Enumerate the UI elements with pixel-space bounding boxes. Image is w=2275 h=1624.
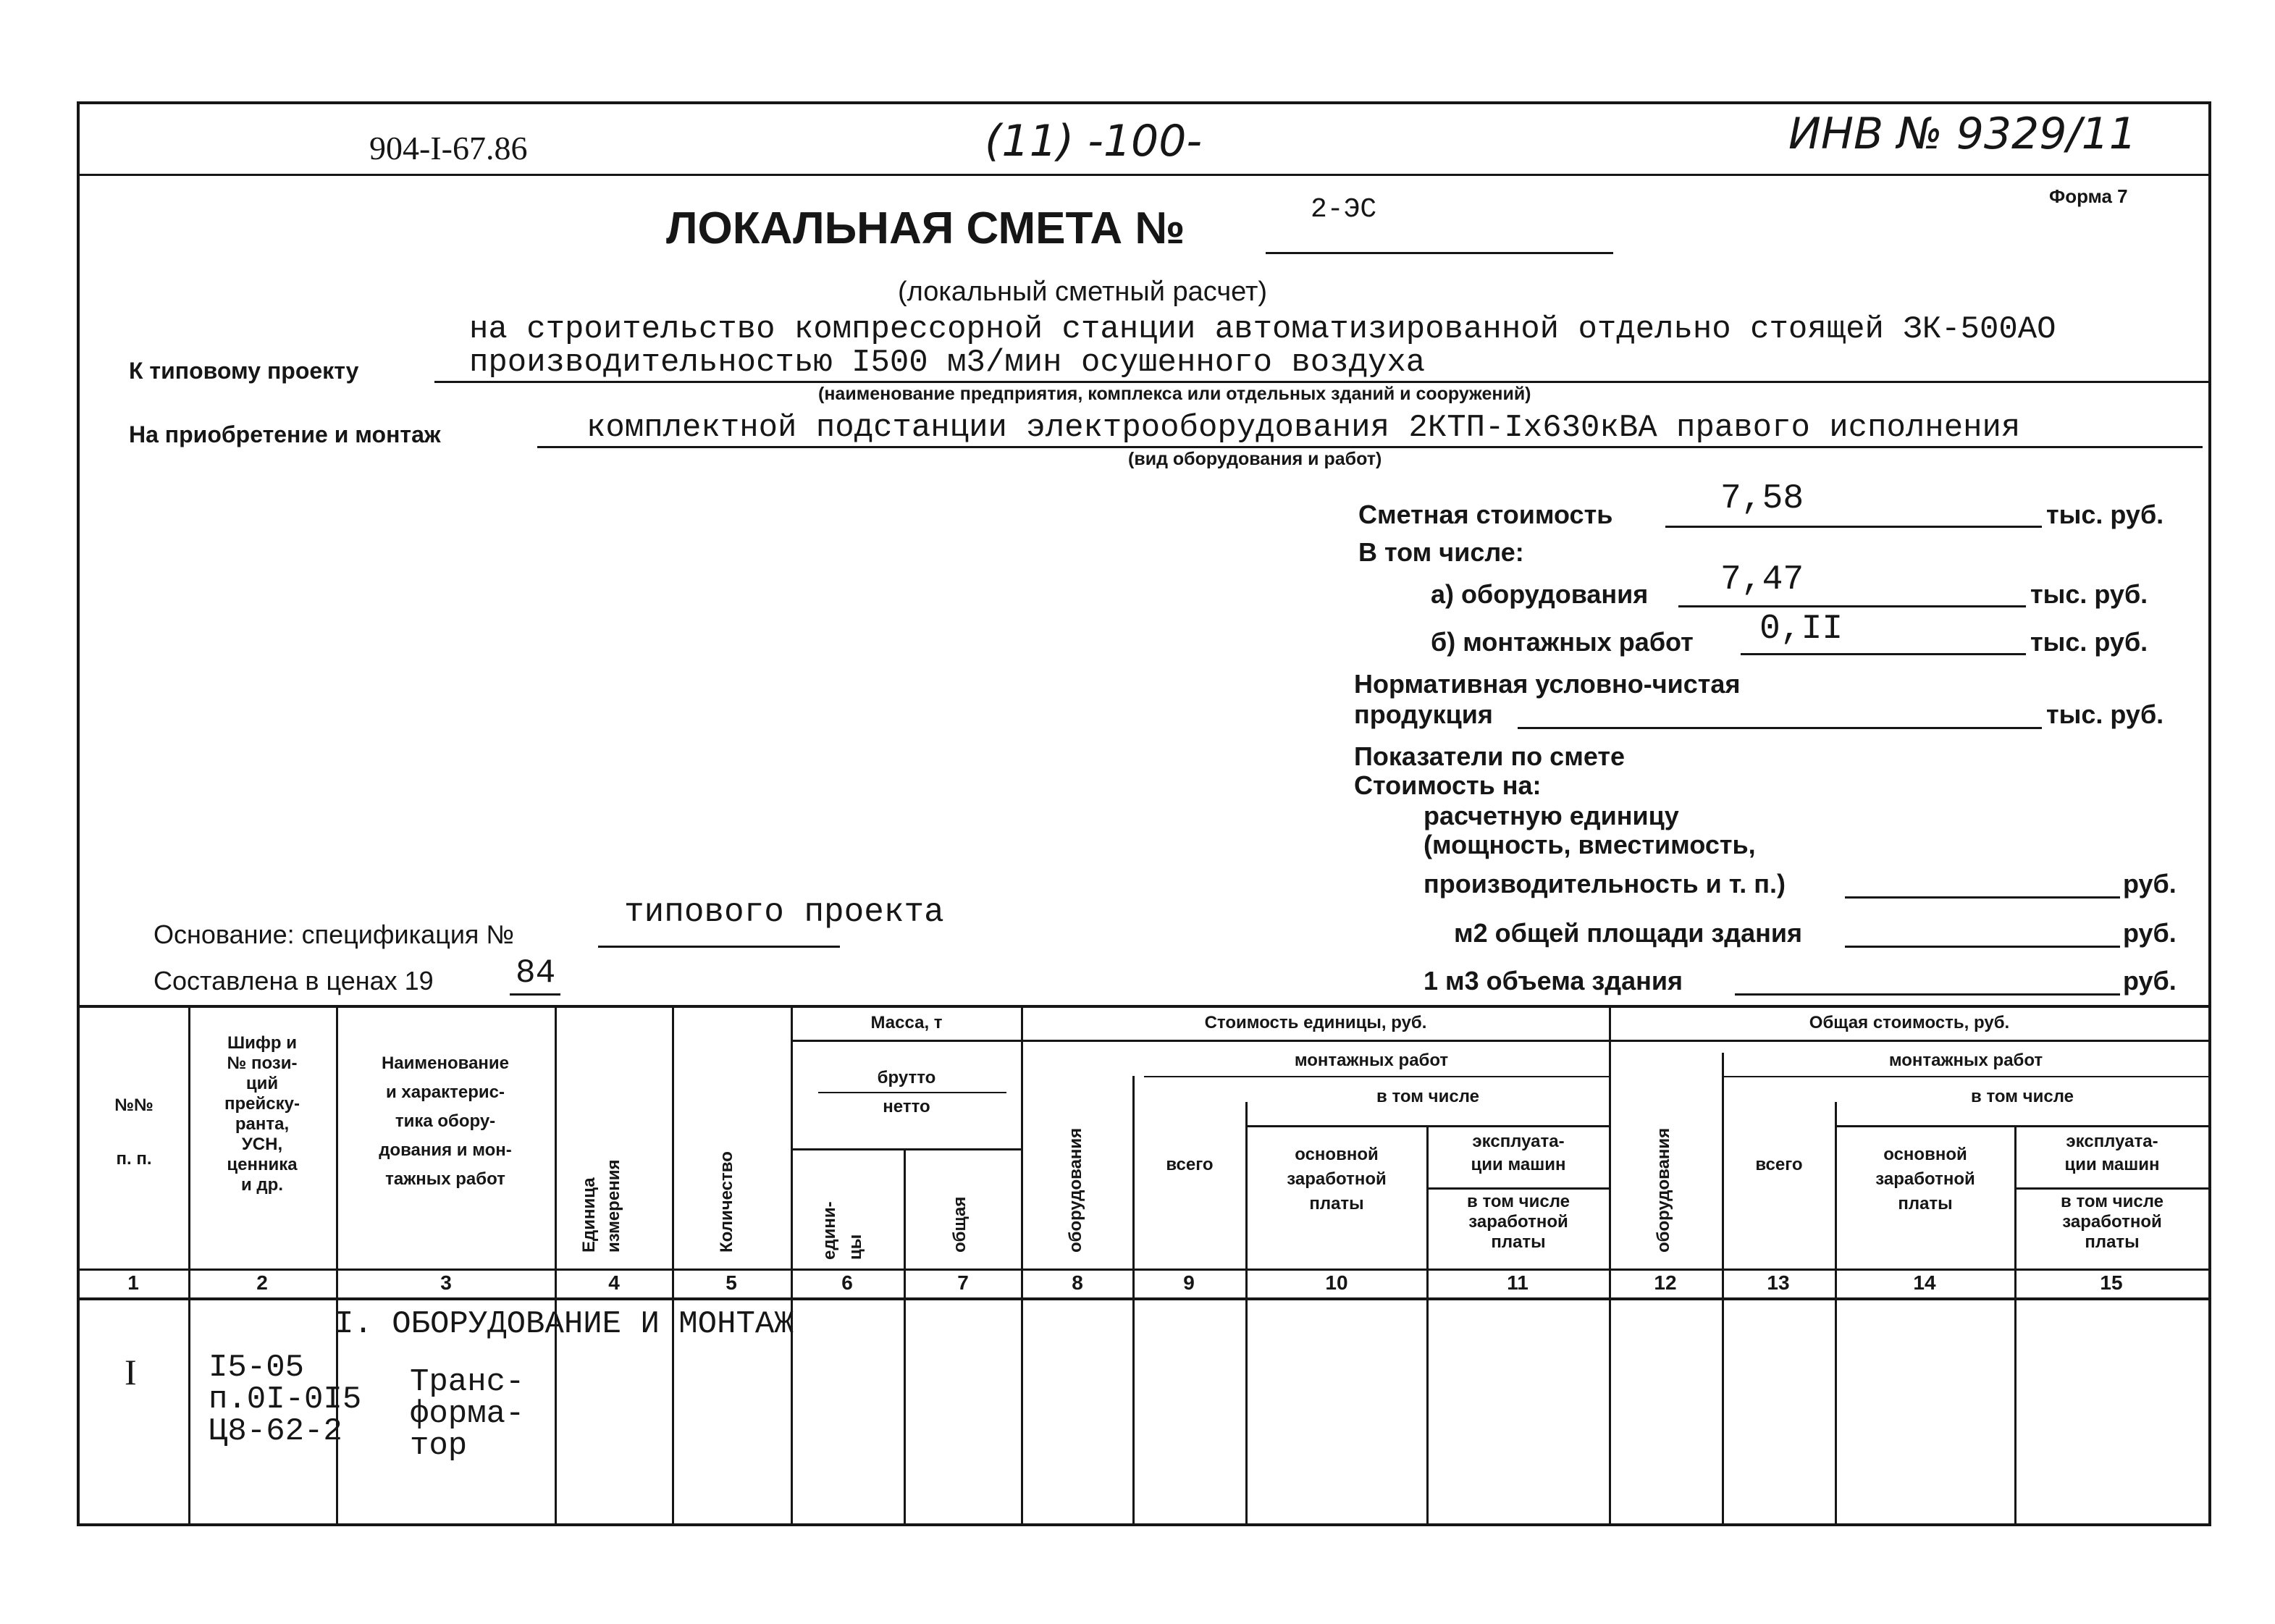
colnum-4: 4 — [608, 1271, 620, 1294]
purchase-caption: (вид оборудования и работ) — [1128, 449, 1382, 469]
equipment-cost-label: а) оборудования — [1431, 579, 1649, 609]
th-unit-mwage-1: в том числе — [1467, 1192, 1570, 1211]
normative-line — [1518, 727, 2042, 729]
th-unit-install: монтажных работ — [1294, 1051, 1449, 1070]
th-unit-incl: в том числе — [1376, 1087, 1479, 1106]
th-num-2: п. п. — [116, 1149, 152, 1169]
volume-unit: руб. — [2123, 966, 2177, 996]
area-unit: руб. — [2123, 918, 2177, 948]
col-sep-7 — [1021, 1005, 1023, 1523]
unit-calc-1: расчетную единицу — [1424, 801, 1679, 830]
th-code-3: ций — [245, 1074, 279, 1093]
cost-on-label: Стоимость на: — [1354, 770, 1542, 800]
table-colnum-bottom — [77, 1297, 2211, 1300]
frame-top — [77, 101, 2211, 104]
th-unit-2: измерения — [604, 1159, 623, 1253]
doc-code: 904-I-67.86 — [369, 130, 528, 167]
project-line-2: производительностью I500 м3/мин осушенного воздуха — [469, 345, 1426, 381]
equipment-cost-unit: тыс. руб. — [2030, 579, 2148, 609]
th-total-wage-2: заработной — [1875, 1169, 1975, 1189]
area-label: м2 общей площади здания — [1454, 918, 1803, 948]
th-unit-wage-1: основной — [1295, 1145, 1379, 1164]
th-unit-mwage-2: заработной — [1468, 1212, 1568, 1232]
col-sep-3 — [555, 1005, 557, 1523]
th-total-machines-1: эксплуата- — [2066, 1132, 2158, 1151]
prices-label: Составлена в ценах 19 — [154, 966, 434, 996]
basis-line — [598, 946, 840, 948]
col-sep-6 — [904, 1148, 906, 1523]
purchase-line — [537, 446, 2203, 448]
th-unit-1: Единица — [579, 1177, 599, 1253]
th-unit-equipment: оборудования — [1066, 1127, 1085, 1253]
th-total-mwage-1: в том числе — [2061, 1192, 2163, 1211]
estimate-number-line — [1266, 252, 1613, 254]
col-sep-14 — [2014, 1125, 2017, 1523]
sheet-number: (11) -100- — [985, 116, 1203, 167]
estimate-number: 2-ЭС — [1311, 194, 1377, 225]
install-cost-label: б) монтажных работ — [1431, 627, 1694, 657]
th-name-1: Наименование — [381, 1053, 510, 1073]
estimate-title: ЛОКАЛЬНАЯ СМЕТА № — [666, 203, 1185, 253]
colnum-3: 3 — [440, 1271, 452, 1294]
row-name-2: форма- — [410, 1396, 525, 1432]
col-sep-10 — [1426, 1125, 1429, 1523]
colnum-5: 5 — [726, 1271, 737, 1294]
frame-right — [2208, 101, 2211, 1526]
install-cost-value: 0,II — [1759, 610, 1843, 649]
normative-label-1: Нормативная условно-чистая — [1354, 669, 1741, 699]
col-sep-4 — [672, 1005, 674, 1523]
indicators-label: Показатели по смете — [1354, 741, 1626, 771]
colnum-11: 11 — [1507, 1271, 1528, 1294]
col-sep-8 — [1132, 1076, 1135, 1523]
row-code-3: Ц8-62-2 — [209, 1413, 342, 1450]
th-total-equipment: оборудования — [1654, 1127, 1673, 1253]
total-cost-unit: тыс. руб. — [2046, 500, 2164, 529]
th-total-incl: в том числе — [1971, 1087, 2074, 1106]
th-unit-wage-3: платы — [1309, 1194, 1364, 1213]
total-cost-value: 7,58 — [1720, 479, 1804, 518]
th-total-mwage-3: платы — [2085, 1232, 2140, 1252]
header-divider — [77, 174, 2211, 176]
colnum-15: 15 — [2100, 1271, 2123, 1294]
th-code-8: и др. — [241, 1175, 283, 1195]
inventory-number: ИНВ № 9329/11 — [1788, 109, 2137, 159]
colnum-12: 12 — [1654, 1271, 1677, 1294]
project-label: К типовому проекту — [129, 358, 359, 384]
th-mass: Масса, т — [870, 1013, 943, 1032]
prices-year-line — [510, 993, 560, 996]
total-machines-line — [2014, 1187, 2208, 1190]
col-sep-11 — [1609, 1005, 1611, 1523]
th-brutto: брутто — [877, 1068, 936, 1087]
colnum-13: 13 — [1767, 1271, 1790, 1294]
unit-incl-line — [1245, 1125, 1609, 1127]
project-line-1: на строительство компрессорной станции автоматизированной отдельно стоящей ЗК-500АО — [469, 311, 2056, 348]
mass-sub-line — [791, 1040, 1021, 1042]
form-label: Форма 7 — [2049, 185, 2128, 207]
including-label: В том числе: — [1358, 537, 1524, 567]
area-line — [1845, 946, 2120, 948]
th-unit-cost: Стоимость единицы, руб. — [1204, 1013, 1427, 1032]
estimate-subtitle: (локальный сметный расчет) — [898, 277, 1268, 307]
th-mass-unit-2: цы — [846, 1234, 865, 1260]
table-colnum-top — [77, 1269, 2211, 1271]
row-name-3: тор — [410, 1428, 468, 1464]
row-num: I — [125, 1352, 137, 1392]
th-total-wage-1: основной — [1883, 1145, 1967, 1164]
prices-year: 84 — [516, 954, 556, 992]
install-cost-unit: тыс. руб. — [2030, 627, 2148, 657]
th-unit-mwage-3: платы — [1491, 1232, 1546, 1252]
unit-install-line — [1144, 1076, 1609, 1077]
basis-value: типового проекта — [624, 893, 944, 931]
th-code-7: ценника — [227, 1155, 298, 1174]
unit-cost-sub-line — [1021, 1040, 1609, 1042]
volume-line — [1735, 993, 2120, 996]
total-incl-line — [1835, 1125, 2208, 1127]
colnum-7: 7 — [957, 1271, 969, 1294]
th-name-2: и характерис- — [386, 1082, 505, 1102]
row-code-1: I5-05 — [209, 1350, 305, 1386]
frame-left — [77, 101, 80, 1526]
th-total-cost: Общая стоимость, руб. — [1809, 1013, 2010, 1032]
col-sep-12 — [1722, 1053, 1724, 1523]
th-total-wage-3: платы — [1898, 1194, 1953, 1213]
th-code-2: № пози- — [227, 1053, 298, 1073]
colnum-8: 8 — [1072, 1271, 1083, 1294]
project-caption: (наименование предприятия, комплекса или отдельных зданий и сооружений) — [818, 384, 1531, 404]
install-cost-line — [1741, 653, 2026, 655]
th-qty: Количество — [717, 1151, 736, 1253]
colnum-9: 9 — [1183, 1271, 1195, 1294]
section-title: I. ОБОРУДОВАНИЕ И МОНТАЖ — [335, 1306, 794, 1342]
row-code-2: п.0I-0I5 — [209, 1381, 362, 1418]
brutto-line — [818, 1092, 1006, 1093]
colnum-10: 10 — [1325, 1271, 1348, 1294]
frame-bottom — [77, 1523, 2211, 1526]
total-cost-sub-line — [1609, 1040, 2208, 1042]
colnum-1: 1 — [127, 1271, 139, 1294]
th-code-1: Шифр и — [227, 1033, 297, 1053]
th-mass-unit-1: едини- — [820, 1201, 839, 1260]
normative-unit: тыс. руб. — [2046, 699, 2164, 729]
colnum-14: 14 — [1913, 1271, 1936, 1294]
purchase-label: На приобретение и монтаж — [129, 421, 441, 447]
volume-label: 1 м3 объема здания — [1424, 966, 1683, 996]
th-netto: нетто — [883, 1097, 930, 1116]
unit-machines-line — [1426, 1187, 1609, 1190]
th-mass-total: общая — [950, 1196, 970, 1253]
unit-calc-2: (мощность, вместимость, — [1424, 830, 1756, 859]
normative-label-2: продукция — [1354, 699, 1493, 729]
th-unit-all: всего — [1166, 1155, 1214, 1174]
unit-calc-line — [1845, 896, 2120, 899]
th-unit-wage-2: заработной — [1287, 1169, 1387, 1189]
basis-label: Основание: спецификация № — [154, 920, 515, 949]
th-total-machines-2: ции машин — [2064, 1155, 2160, 1174]
total-cost-line — [1665, 526, 2042, 528]
equipment-cost-value: 7,47 — [1720, 560, 1804, 599]
th-num-1: №№ — [114, 1095, 154, 1115]
equipment-cost-line — [1678, 605, 2026, 607]
th-total-mwage-2: заработной — [2062, 1212, 2162, 1232]
total-install-line — [1722, 1076, 2208, 1077]
colnum-2: 2 — [256, 1271, 268, 1294]
th-unit-machines-2: ции машин — [1471, 1155, 1566, 1174]
th-total-install: монтажных работ — [1888, 1051, 2043, 1070]
th-name-5: тажных работ — [385, 1169, 505, 1189]
th-name-4: дования и мон- — [379, 1140, 512, 1160]
project-line — [434, 381, 2208, 383]
total-cost-label: Сметная стоимость — [1358, 500, 1613, 529]
th-total-all: всего — [1755, 1155, 1803, 1174]
colnum-6: 6 — [841, 1271, 853, 1294]
th-code-5: ранта, — [235, 1114, 290, 1134]
th-name-3: тика обору- — [395, 1111, 496, 1131]
netto-line — [791, 1148, 1021, 1150]
purchase-value: комплектной подстанции электрооборудования 2КТП-Iх630кВА правого исполнения — [586, 410, 2021, 446]
row-name-1: Транс- — [410, 1364, 525, 1400]
th-code-6: УСН, — [241, 1135, 283, 1154]
th-unit-machines-1: эксплуата- — [1472, 1132, 1565, 1151]
unit-calc-3: производительность и т. п.) — [1424, 869, 1786, 899]
unit-calc-unit: руб. — [2123, 869, 2177, 899]
table-top-line — [77, 1005, 2211, 1008]
th-code-4: прейску- — [224, 1094, 300, 1114]
